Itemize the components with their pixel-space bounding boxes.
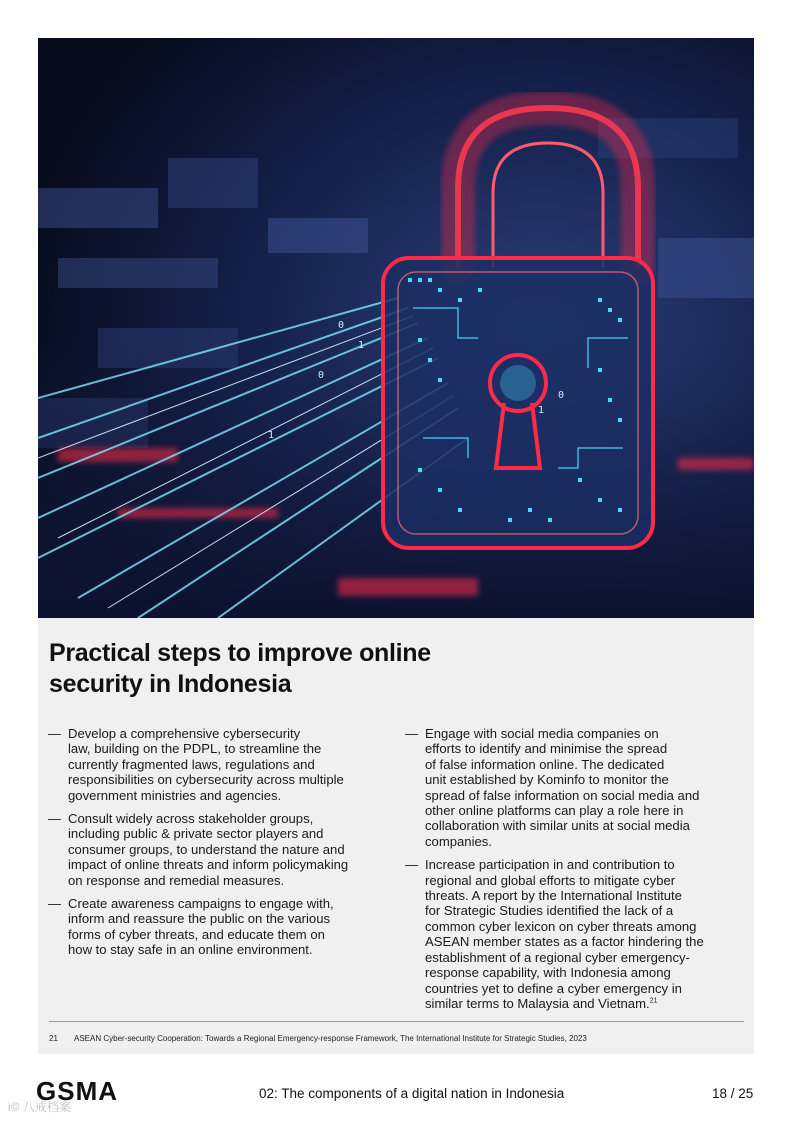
svg-text:0: 0: [318, 370, 325, 381]
svg-text:1: 1: [538, 405, 545, 416]
dash-bullet: —: [48, 811, 62, 827]
svg-text:1: 1: [358, 340, 365, 351]
dash-bullet: —: [405, 726, 419, 741]
svg-text:0: 0: [558, 390, 565, 401]
right-column-list: [405, 726, 745, 1019]
left-column-list: [48, 726, 388, 966]
list-item: — Create awareness campaigns to engage with, inform and reassure the public on the various forms of cyber threats, and educate them on how to stay safe in an online environment.: [48, 896, 334, 958]
list-item: — Develop a comprehensive cybersecurity law, building on the PDPL, to streamline the currently fragmented laws, regulations and responsibilities on cybersecurity across multiple government ministries and agencies.: [48, 726, 344, 803]
svg-text:1: 1: [268, 430, 275, 441]
padlock-cyber-icon: [38, 38, 754, 618]
footer-chapter-title: 02: The components of a digital nation in Indonesia: [259, 1086, 565, 1101]
footnote-number: 21: [49, 1034, 58, 1043]
page-number: 18 / 25: [712, 1086, 754, 1101]
footnote-divider: [49, 1021, 744, 1022]
hero-image: [38, 38, 754, 618]
gsma-logo: GSMA: [36, 1076, 118, 1106]
dash-bullet: —: [405, 857, 419, 873]
footnote-text: ASEAN Cyber-security Cooperation: Towards a Regional Emergency-response Framework, The International Institute for Strategic Studies, 2023: [74, 1034, 587, 1043]
footnote-reference[interactable]: 21: [649, 997, 658, 1005]
content-panel: [38, 618, 754, 1054]
svg-text:0: 0: [338, 320, 345, 331]
dash-bullet: —: [48, 726, 62, 741]
list-item: — Engage with social media companies on efforts to identify and minimise the spread of false information online. The dedicated unit established by Kominfo to monitor the spread of false information on social media and other online platforms can play a role here in collaboration with similar units at social media companies.: [405, 726, 700, 849]
list-item: — Consult widely across stakeholder groups, including public & private sector players and consumer groups, to understand the nature and impact of online threats and inform policymaking on response and remedial measures.: [48, 811, 349, 888]
list-item: — Increase participation in and contribution to regional and global efforts to mitigate cyber threats. A report by the International Institute for Strategic Studies identified the lack of a common cyber lexicon on cyber threats among ASEAN member states as a factor hindering the establishment of a regional cyber emergency- response capability, with Indonesia among countries yet to define a cyber emergency in similar terms to Malaysia and Vietnam.$^{21}$: [405, 857, 704, 1011]
dash-bullet: —: [48, 896, 62, 912]
watermark: i© 八戒档案: [8, 1100, 71, 1114]
section-title: Practical steps to improve online security in Indonesia: [49, 639, 431, 698]
